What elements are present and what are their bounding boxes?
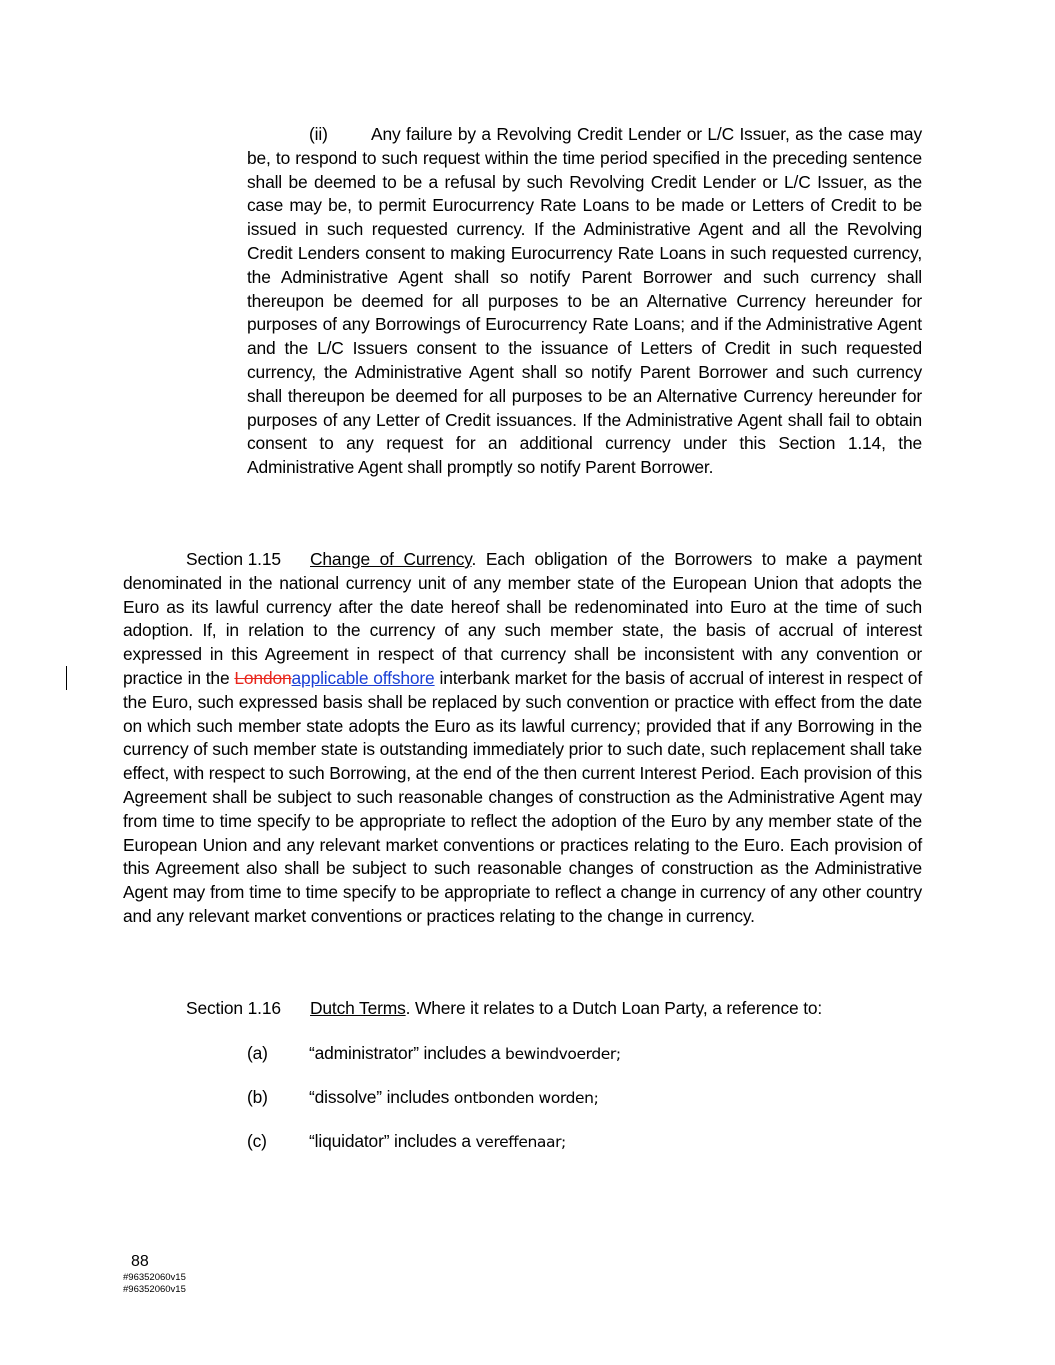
paragraph-ii-text: Any failure by a Revolving Credit Lender or L/C Issuer, as the case may be, to respond to such request within the time period specified in the preceding sentence shall be deemed to be a refusal by such Revolving Credit Lender or L/C Issuer, as the case may be, to permit Eurocurrency Rate Loans to be made or Letters of Credit to be issued in such requested currency. If the Administrative Agent and all the Revolving Credit Lenders consent to making Eurocurrency Rate Loans in such requested currency, the Administrative Agent shall so notify Parent Borrower and such currency shall thereupon be deemed for all purposes to be an Alternative Currency hereunder for purposes of any Borrowings of Eurocurrency Rate Loans; and if the Administrative Agent and the L/C Issuers consent to the issuance of Letters of Credit in such requested currency, the Administrative Agent shall so notify Parent Borrower and such currency shall thereupon be deemed for all purposes to be an Alternative Currency hereunder for purposes of any Letter of Credit issuances. If the Administrative Agent shall fail to obtain consent to any request for an additional currency under this Section 1.14, the Administrative Agent shall promptly so notify Parent Borrower.	[247, 124, 922, 478]
document-id: #96352060v15	[123, 1284, 186, 1295]
deleted-text: London	[234, 667, 292, 688]
section-1-15-text-after: interbank market for the basis of accrual of interest in respect of the Euro, such expressed basis shall be replaced by such convention or practice with effect from the date on which such member state adopts the Euro as its lawful currency; provided that if any Borrowing in the currency of such member state is outstanding immediately prior to such date, such replacement shall take effect, with respect to such Borrowing, at the end of the then current Interest Period. Each provision of this Agreement shall be subject to such reasonable changes of construction as the Administrative Agent may from time to time specify to be appropriate to reflect the adoption of the Euro by any member state of the European Union and any relevant market conventions or practices relating to the Euro. Each provision of this Agreement also shall be subject to such reasonable changes of construction as the Administrative Agent may from time to time specify to be appropriate to reflect a change in currency of any other country and any relevant market conventions or practices relating to the change in currency.	[123, 667, 923, 926]
document-id: #96352060v15	[123, 1272, 186, 1283]
section-1-16-text: . Where it relates to a Dutch Loan Party, a reference to:	[405, 998, 823, 1018]
list-item	[247, 1130, 566, 1155]
page-footer	[123, 1252, 186, 1296]
list-item-text: “administrator” includes a	[309, 1043, 506, 1063]
page-number: 88	[131, 1253, 149, 1270]
dutch-term: ontbonden worden;	[453, 1089, 599, 1107]
section-1-16-heading: Dutch Terms	[310, 998, 406, 1018]
list-item-label: (a)	[247, 1043, 268, 1063]
dutch-term: vereffenaar;	[475, 1133, 566, 1151]
section-1-15-text-before: . Each obligation of the Borrowers to make a payment denominated in the national currency unit of any member state of the European Union that adopts the Euro as its lawful currency after the date hereof shall be redenominated into Euro at the time of such adoption. If, in relation to the currency of any such member state, the basis of accrual of interest expressed in this Agreement in respect of that currency shall be inconsistent with any convention or practice in the	[123, 549, 922, 688]
revision-change-bar	[66, 666, 67, 690]
list-item	[247, 1086, 598, 1111]
section-1-15-number: Section 1.15	[186, 549, 281, 569]
list-item-text: “dissolve” includes	[309, 1087, 454, 1107]
paragraph-ii-label: (ii)	[309, 124, 328, 144]
section-1-15	[123, 548, 922, 929]
section-1-15-heading: Change of Currency	[310, 549, 472, 569]
inserted-text: applicable offshore	[291, 667, 435, 688]
list-item	[247, 1042, 621, 1067]
list-item-text: “liquidator” includes a	[309, 1131, 476, 1151]
dutch-term: bewindvoerder;	[505, 1045, 621, 1063]
paragraph-ii	[247, 123, 922, 480]
list-item-label: (c)	[247, 1131, 267, 1151]
section-1-16-number: Section 1.16	[186, 998, 281, 1018]
section-1-16	[186, 997, 922, 1021]
list-item-label: (b)	[247, 1087, 268, 1107]
